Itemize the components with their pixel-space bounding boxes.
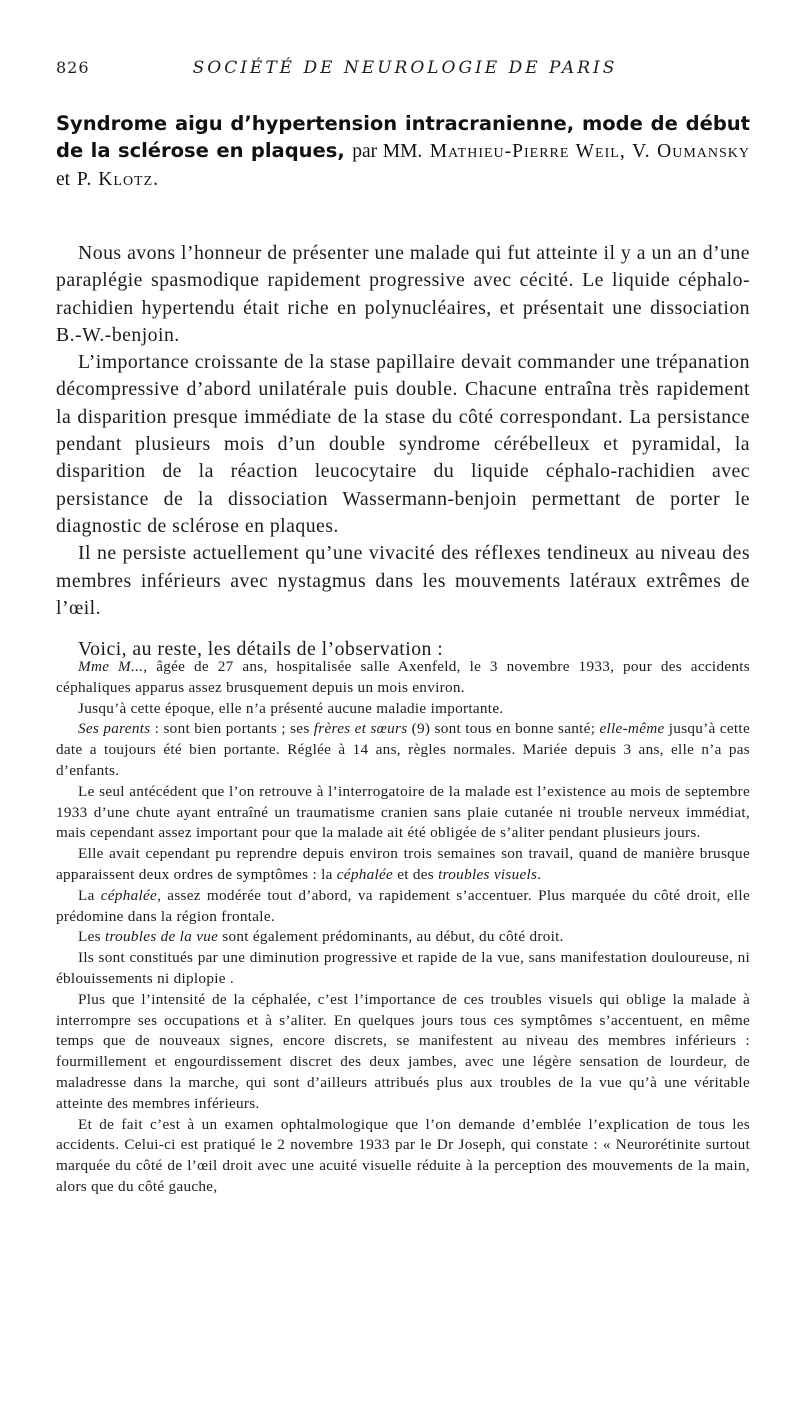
authors-prefix: par MM. [352, 141, 423, 162]
observation-text: sont également prédominants, au début, du côté droit. [218, 928, 564, 946]
observation-text: Les [78, 928, 105, 946]
observation-paragraph-1 [56, 657, 750, 699]
summary-paragraph-3: Il ne persiste actuellement qu’une vivacité des réflexes tendineux au niveau des membres inférieurs avec nystagmus dans les mouvements latéraux extrêmes de l’œil. [56, 542, 750, 619]
page-header [56, 58, 754, 84]
observation-paragraph-8: Ils sont constitués par une diminution progressive et rapide de la vue, sans manifestation douloureuse, ni éblouissements ni diplopie . [56, 949, 750, 987]
summary-paragraph-1: Nous avons l’honneur de présenter une malade qui fut atteinte il y a un an d’une paraplégie spasmodique rapidement progressive avec cécité. Le liquide céphalo-rachidien hypertendu était riche en polynucléaires, et présentait une dissociation B.-W.-benjoin. [56, 242, 750, 346]
observation-text: , assez modérée tout d’abord, va rapidement s’accentuer. Plus marquée du côté droit, elle prédomine dans la région frontale. [56, 886, 750, 925]
observation-paragraph-2: Jusqu’à cette époque, elle n’a présenté aucune maladie importante. [78, 699, 504, 717]
author-separator-2: et [56, 169, 71, 190]
observation-paragraph-3 [56, 719, 750, 781]
running-title: SOCIÉTÉ DE NEUROLOGIE DE PARIS [192, 58, 618, 78]
author-1: Mathieu-Pierre Weil [429, 141, 620, 162]
patient-name: Mme M..., [78, 658, 148, 675]
observation-text: (9) sont tous en bonne santé; [407, 720, 600, 738]
observation-paragraph-6 [56, 886, 750, 928]
italic-term: céphalée [100, 886, 158, 904]
observation-section [56, 657, 750, 1198]
observation-text: âgée de 27 ans, hospitalisée salle Axenfeld, le 3 novembre 1933, pour des accidents céphaliques apparus assez brusquement depuis un mois environ. [56, 658, 750, 696]
summary-section [56, 240, 750, 663]
observation-paragraph-9: Plus que l’intensité de la céphalée, c’est l’importance de ces troubles visuels qui oblige la malade à interrompre ses occupations et à s’aliter. En quelques jours tous ces symptômes s’accentuent, en même temps que de nouveaux signes, encore discrets, se manifestent au niveau des membres inférieurs : fourmillement et engourdissement discret des deux jambes, avec une légère sensation de lourdeur, de maladresse dans la marche, qui sont d’ailleurs attribués plus aux troubles de la vue qu’à une véritable atteinte des membres inférieurs. [56, 990, 750, 1112]
author-2: V. Oumansky [632, 141, 751, 162]
italic-term: Ses parents [78, 720, 151, 738]
italic-term: elle-même [599, 720, 665, 738]
observation-text: La [78, 886, 101, 904]
observation-paragraph-5 [56, 844, 750, 886]
italic-term: troubles de la vue [104, 928, 219, 946]
summary-paragraph-2: L’importance croissante de la stase papillaire devait commander une trépanation décompressive d’abord unilatérale puis double. Chacune entraîna très rapidement la disparition presque immédiate de la stase du côté correspondant. La persistance pendant plusieurs mois d’un double syndrome cérébelleux et pyramidal, la disparition de la réaction leucocytaire du liquide céphalo-rachidien avec persistance de la dissociation Wassermann-benjoin permettant de porter le diagnostic de sclérose en plaques. [56, 351, 750, 537]
author-3: P. Klotz [76, 169, 154, 190]
observation-text: jusqu’à cette date a toujours été bien portante. Réglée à 14 ans, règles normales. Mariée depuis 3 ans, elle n’a pas d’enfants. [56, 720, 750, 779]
author-separator-1: , [619, 141, 625, 162]
observation-intro: Voici, au reste, les détails de l’observation : [78, 638, 444, 661]
observation-text: Elle avait cependant pu reprendre depuis environ trois semaines son travail, quand de manière brusque apparaissent deux ordres de symptômes : la [56, 845, 750, 883]
italic-term: troubles visuels [438, 865, 538, 883]
observation-text: . [537, 865, 542, 883]
italic-term: frères et sœurs [313, 720, 408, 738]
observation-text: : sont bien portants ; ses [150, 720, 314, 738]
authors-end: . [153, 169, 159, 190]
observation-text: et des [393, 865, 439, 883]
article-title-block [56, 110, 750, 193]
observation-paragraph-4: Le seul antécédent que l’on retrouve à l’interrogatoire de la malade est l’existence au mois de septembre 1933 d’une chute ayant entraîné un traumatisme cranien sans plaie cutanée ni trouble nerveux immédiat, mais cependant assez important pour que la malade ait été obligée de s’aliter pendant plusieurs jours. [56, 782, 750, 842]
observation-paragraph-10: Et de fait c’est à un examen ophtalmologique que l’on demande d’emblée l’explication de tous les accidents. Celui-ci est pratiqué le 2 novembre 1933 par le Dr Joseph, qui constate : « Neurorétinite surtout marquée du côté de l’œil droit avec une acuité visuelle réduite à la perception des mouvements de la main, alors que du côté gauche, [56, 1115, 750, 1195]
page-number: 826 [56, 58, 90, 77]
observation-paragraph-7 [56, 927, 750, 948]
italic-term: céphalée [336, 865, 394, 883]
article-title: Syndrome aigu d’hypertension intracranienne, mode de début de la sclérose en plaques, [56, 112, 750, 162]
